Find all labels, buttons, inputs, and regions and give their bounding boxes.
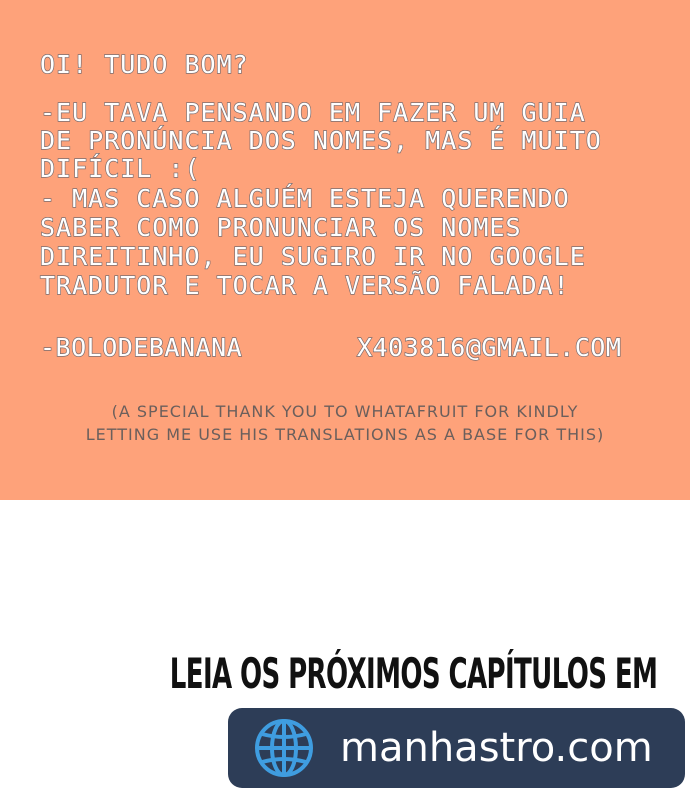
thanks-line: (A SPECIAL THANK YOU TO WHATAFRUIT FOR KINDLY [111, 402, 579, 421]
promo-heading: LEIA OS PRÓXIMOS CAPÍTULOS EM [169, 649, 657, 698]
note-line: - MAS CASO ALGUÉM ESTEJA QUERENDO [40, 184, 570, 213]
note-line: SABER COMO PRONUNCIAR OS NOMES [40, 213, 522, 242]
note-line-greeting: OI! TUDO BOM? [40, 50, 249, 79]
signature-text: -BOLODEBANANA [40, 333, 243, 362]
thanks-line: LETTING ME USE HIS TRANSLATIONS AS A BASE FOR THIS) [85, 425, 605, 444]
brand-name: manhastro.com [340, 725, 653, 771]
globe-icon [252, 716, 316, 780]
note-line: TRADUTOR E TOCAR A VERSÃO FALADA! [40, 271, 570, 300]
note-line: DIFÍCIL :( [40, 154, 201, 183]
note-line: DIREITINHO, EU SUGIRO IR NO GOOGLE [40, 242, 586, 271]
site-link-badge[interactable] [228, 708, 685, 788]
email-text: X403816@GMAIL.COM [357, 333, 622, 362]
note-line: DE PRONÚNCIA DOS NOMES, MAS É MUITO [40, 126, 602, 155]
note-line: -EU TAVA PENSANDO EM FAZER UM GUIA [40, 98, 586, 127]
